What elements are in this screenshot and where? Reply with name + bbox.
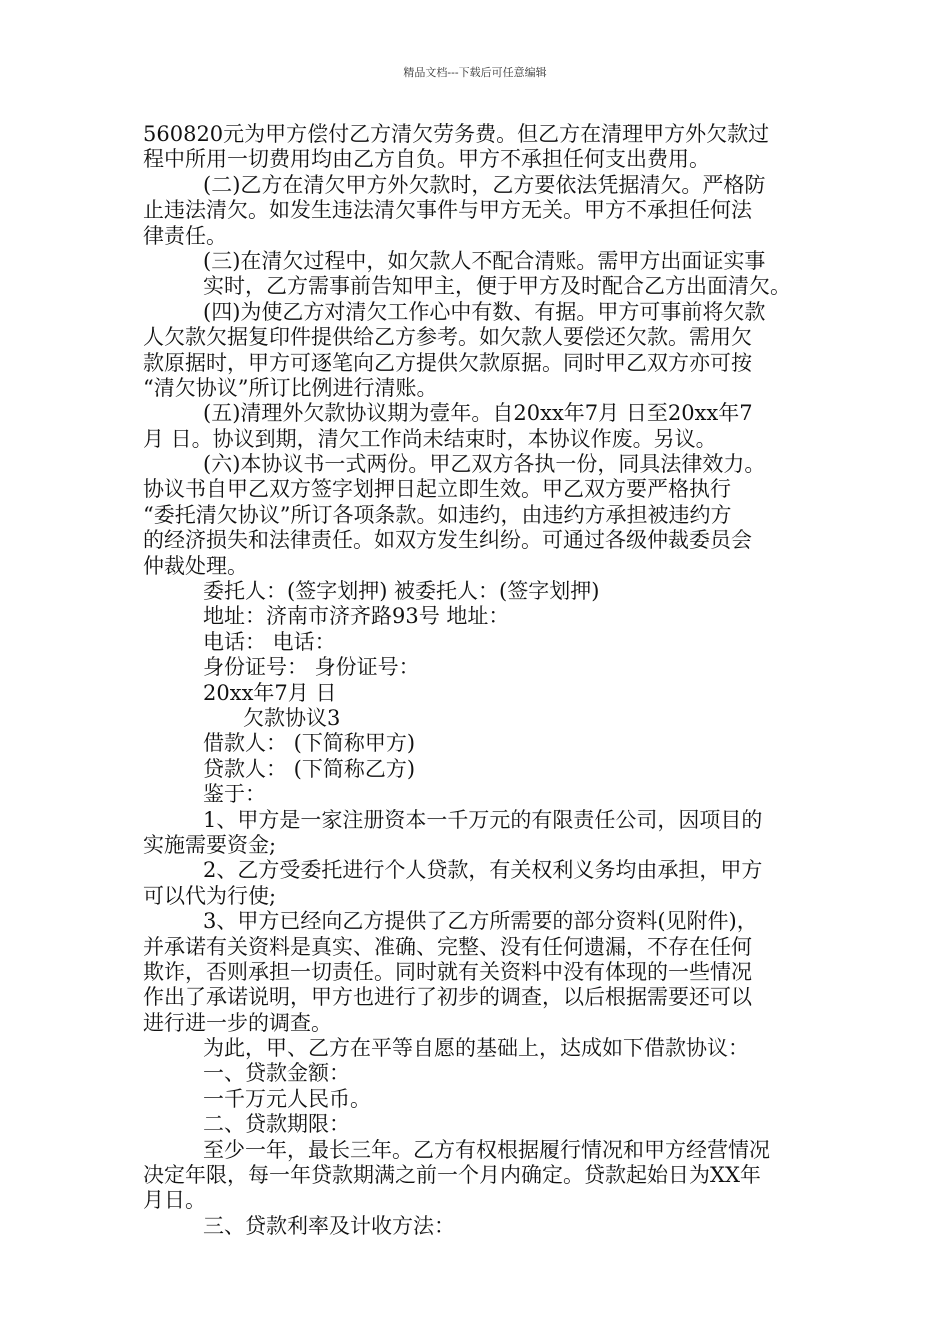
text-line: (三)在清欠过程中，如欠款人不配合清账。需甲方出面证实事 — [203, 248, 766, 273]
text-line: 一千万元人民币。 — [203, 1086, 371, 1111]
text-line: 并承诺有关资料是真实、准确、完整、没有任何遗漏，不存在任何 — [143, 934, 752, 959]
text-line: 止违法清欠。如发生违法清欠事件与甲方无关。甲方不承担任何法 — [143, 198, 752, 223]
page-header: 精品文档---下载后可任意编辑 — [403, 66, 547, 79]
text-line: 月 日。协议到期，清欠工作尚未结束时，本协议作废。另议。 — [143, 426, 717, 451]
text-line: 决定年限，每一年贷款期满之前一个月内确定。贷款起始日为XX年 — [143, 1163, 761, 1188]
text-line: 三、贷款利率及计收方法： — [203, 1213, 455, 1238]
text-line: 一、贷款金额： — [203, 1061, 350, 1086]
text-line: 协议书自甲乙双方签字划押日起立即生效。甲乙双方要严格执行 — [143, 477, 731, 502]
text-line: 鉴于： — [203, 782, 266, 807]
text-line: 人欠款欠据复印件提供给乙方参考。如欠款人要偿还欠款。需用欠 — [143, 325, 752, 350]
text-line: 实施需要资金; — [143, 832, 277, 857]
text-line: (五)清理外欠款协议期为壹年。自20xx年7月 日至20xx年7 — [203, 401, 753, 426]
text-line: 贷款人： (下简称乙方) — [203, 756, 416, 781]
text-line: 20xx年7月 日 — [203, 680, 337, 705]
text-line: 月日。 — [143, 1188, 206, 1213]
text-line: 1、甲方是一家注册资本一千万元的有限责任公司，因项目的 — [203, 807, 763, 832]
text-line: 仲裁处理。 — [143, 553, 248, 578]
text-line: 律责任。 — [143, 223, 227, 248]
text-line: 2、乙方受委托进行个人贷款，有关权利义务均由承担，甲方 — [203, 858, 763, 883]
text-line: (六)本协议书一式两份。甲乙双方各执一份，同具法律效力。 — [203, 452, 766, 477]
text-line: 借款人： (下简称甲方) — [203, 731, 416, 756]
document-body — [143, 122, 813, 1239]
text-line: 二、贷款期限： — [203, 1112, 350, 1137]
text-line: 委托人：(签字划押) 被委托人：(签字划押) — [203, 579, 600, 604]
text-line: 560820元为甲方偿付乙方清欠劳务费。但乙方在清理甲方外欠款过 — [143, 122, 770, 146]
text-line: 作出了承诺说明，甲方也进行了初步的调查，以后根据需要还可以 — [143, 985, 752, 1010]
text-line: 欠款协议3 — [243, 705, 341, 730]
text-line: (四)为使乙方对清欠工作心中有数、有据。甲方可事前将欠款 — [203, 299, 766, 324]
text-line: 的经济损失和法律责任。如双方发生纠纷。可通过各级仲裁委员会 — [143, 528, 752, 553]
text-line: “清欠协议”所订比例进行清账。 — [143, 375, 438, 400]
text-line: 款原据时，甲方可逐笔向乙方提供欠款原据。同时甲乙双方亦可按 — [143, 350, 752, 375]
text-line: 身份证号： 身份证号： — [203, 655, 420, 680]
text-line: 电话： 电话： — [203, 629, 336, 654]
text-line: 至少一年，最长三年。乙方有权根据履行情况和甲方经营情况 — [203, 1137, 770, 1162]
text-line: 程中所用一切费用均由乙方自负。甲方不承担任何支出费用。 — [143, 147, 710, 172]
text-line: 进行进一步的调查。 — [143, 1010, 332, 1035]
text-line: 可以代为行使; — [143, 883, 277, 908]
text-line: “委托清欠协议”所订各项条款。如违约，由违约方承担被违约方 — [143, 502, 732, 527]
text-line: 实时，乙方需事前告知甲主，便于甲方及时配合乙方出面清欠。 — [203, 274, 791, 299]
text-line: 3、甲方已经向乙方提供了乙方所需要的部分资料(见附件)， — [203, 909, 758, 934]
text-line: 地址：济南市济齐路93号 地址： — [203, 604, 510, 629]
text-line: (二)乙方在清欠甲方外欠款时，乙方要依法凭据清欠。严格防 — [203, 172, 766, 197]
text-line: 欺诈，否则承担一切责任。同时就有关资料中没有体现的一些情况 — [143, 959, 752, 984]
text-line: 为此，甲、乙方在平等自愿的基础上，达成如下借款协议： — [203, 1036, 749, 1061]
